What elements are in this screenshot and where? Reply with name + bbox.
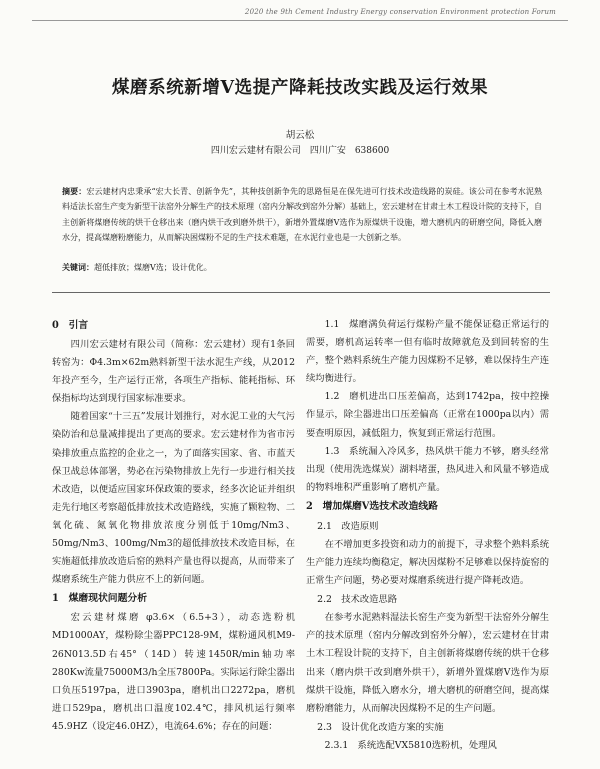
page-title: 煤磨系统新增V选提产降耗技改实践及运行效果 <box>111 78 489 98</box>
affiliation: 四川宏云建材有限公司 四川广安 638600 <box>210 146 390 156</box>
subheading-2-1: 2.1 改造原则 <box>317 520 379 532</box>
paragraph: 在参考水泥熟料湿法长窑生产变为新型干法窑外分解生产的技术原理（窑内分解改到窑外分解），宏云建材在甘肃土木工程设计院的支持下，自主创新将煤磨传统的烘干仓移出来（磨内烘干改到磨外烘干），新增外置煤磨V选作为原煤烘干设施，降低入磨水分，增大磨机的研磨空间，提高煤磨粉磨能力，从而解决因煤粉不足的生产问题。 <box>306 612 549 714</box>
heading-intro: 0 引言 <box>52 320 89 331</box>
paragraph: 1.2 磨机进出口压差偏高，达到1742pa，按中控操作显示，除尘器进出口压差偏高（正常在1000pa以内）需要查明原因，减低阻力，恢复到正常运行范围。 <box>306 391 549 439</box>
keywords-label: 关键词： <box>62 262 94 272</box>
abstract-text: 宏云建材内忠秉承“宏大长青、创新争先”，其种技创新争先的思路恒是在保先进可行技术改造线路的炭硅。该公司在参考水泥熟料适法长窑生产变为新型干法窑外分解生产的技术原理（窑内分解改到窑外分解）基础上，宏云建材在甘肃土木工程设计院的支持下，自主创新将煤磨传统的烘干仓移出来（磨内烘干改到磨外烘干），新增外置煤磨V选作为原煤烘干设施，增大磨机内的研磨空间，降低入磨水分，提高煤磨粉磨能力，从而解决困煤粉不足的生产技术难题，在水泥行业也是一大创新之举。 <box>62 187 542 243</box>
paragraph: 随着国家“十三五”发展计划推行，对水泥工业的大气污染防治和总量减排提出了更高的要求。宏云建材作为省市污染排放重点监控的企业之一，为了面落实国家、省、市蓝天保卫战总体部署，势必在污染物排放上先行一步进行相关技术改造，以便适应国家环保政策的要求，经多次论证并组织走先行地区考察超低排放技术改造路线，实施了颗粒物、二氧化硫、氮氧化物排放浓度分别低于10mg/Nm3、50mg/Nm3、100mg/Nm3的超低排放技术改造目标，在实施超低排放改造后窑的熟料产量也得以提高，从而带来了煤磨系统生产能力供应不上的新问题。 <box>52 411 295 586</box>
keywords <box>62 262 542 273</box>
paragraph: 2.3.1 系统选配VX5810选粉机，处理风 <box>324 739 497 751</box>
heading-section-1: 1 煤磨现状问题分析 <box>52 593 147 605</box>
paragraph: 1.1 煤磨满负荷运行煤粉产量不能保证稳正常运行的需要，磨机高运转率一但有临时故障就危及到回转窑的生产，整个熟料系统生产能力因煤粉不足够，难以保持生产连续均衡进行。 <box>306 319 549 385</box>
paragraph: 1.3 系统漏入冷风多，热风烘干能力不够，磨头经常出现（使用洗选煤炭）湖料堵蛋，热风进入和风量不够造成的物料堆积严重影响了磨机产量。 <box>306 445 549 493</box>
subheading-2-3: 2.3 设计优化改造方案的实施 <box>317 721 444 733</box>
header-text: 2020 the 9th Cement Industry Energy conservation Environment protection Forum <box>244 8 556 16</box>
paragraph: 四川宏云建材有限公司（简称：宏云建材）现有1条回转窑为：Φ4.3m×62m熟料新型干法水泥生产线，从2012年投产至今，生产运行正常，各项生产指标、能耗指标、环保指标均达到现行国家标准要求。 <box>52 339 295 405</box>
header-rule <box>32 20 568 21</box>
paragraph: 宏云建材煤磨 φ3.6×（6.5+3），动态选粉机MD1000AY，煤粉除尘器PPC128-9M，煤粉通风机M9-26N013.5D右45°（14D）转速1450R/min轴功率280Kw流量75000M3/h全压7800Pa。实际运行除尘器出口负压5197pa，进口3903pa，磨机出口2272pa，磨机进口529pa，磨机出口温度102.4℃，排风机运行频率45.9HZ（设定46.0HZ），电流64.6%；存在的问题： <box>52 612 295 732</box>
author: 胡云松 <box>285 130 315 141</box>
paragraph: 在不增加更多投资和动力的前提下，寻求整个熟料系统生产能力连续均衡稳定，解决因煤粉不足够难以保持旋窑的正常生产问题，势必要对煤磨系统进行提产降耗改造。 <box>306 538 549 587</box>
left-column <box>52 316 295 736</box>
abstract <box>62 184 542 246</box>
running-header <box>32 8 568 22</box>
right-column <box>306 316 549 755</box>
abstract-label: 摘要： <box>62 186 87 196</box>
subheading-2-2: 2.2 技术改造思路 <box>317 594 398 606</box>
heading-section-2: 2 增加煤磨V选技术改造线路 <box>306 500 438 512</box>
section-divider <box>52 292 550 293</box>
keywords-text: 超低排放；煤磨V选；设计优化。 <box>94 263 212 272</box>
